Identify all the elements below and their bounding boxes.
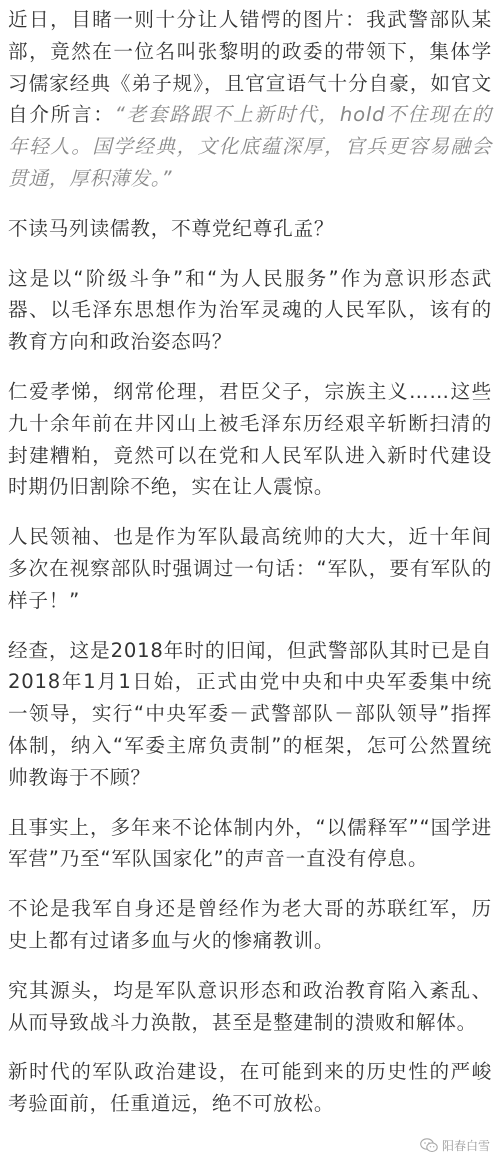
- paragraph-leader: 人民领袖、也是作为军队最高统帅的大大，近十年间多次在视察部队时强调过一句话：“军队，要有军队的样子！”: [8, 525, 492, 612]
- paragraph-feudal: 仁爱孝悌，纲常伦理，君臣父子，宗族主义……这些九十余年前在井冈山上被毛泽东历经艰辛斩断扫清的封建糟粕，竟然可以在党和人民军队进入新时代建设时期仍旧割除不绝，实在让人震惊。: [8, 379, 492, 499]
- paragraph-lessons: 不论是我军自身还是曾经作为老大哥的苏联红军，历史上都有过诸多血与火的惨痛教训。: [8, 897, 492, 952]
- paragraph-origin: 究其源头，均是军队意识形态和政治教育陷入紊乱、从而导致战斗力涣散，甚至是整建制的溃败和解体。: [8, 978, 492, 1034]
- intro-text: 近日，目睹一则十分让人错愕的图片：我武警部队某部，竟然在一位名叫张黎明的政委的带领下，集体学习儒家经典《弟子规》，且官宣语气十分自豪，如官文自介所言：: [8, 8, 492, 127]
- wechat-icon: [420, 1138, 438, 1153]
- article-body: [8, 0, 492, 1120]
- official-quote: “老套路跟不上新时代，hold不住现在的年轻人。国学经典，文化底蕴深厚，官兵更容易融会贯通，厚积薄发。”: [8, 103, 492, 190]
- watermark-text: 阳春白雪: [441, 1139, 490, 1153]
- paragraph-conclusion: 新时代的军队政治建设，在可能到来的历史性的严峻考验面前，任重道远，绝不可放松。: [8, 1060, 492, 1116]
- watermark: [420, 1137, 490, 1154]
- paragraph-question: 不读马列读儒教，不尊党纪尊孔孟？: [8, 216, 335, 240]
- paragraph-intro: [8, 4, 492, 195]
- paragraph-ideology: 这是以“阶级斗争”和“为人民服务”作为意识形态武器、以毛泽东思想作为治军灵魂的人民军队，该有的教育方向和政治姿态吗？: [8, 266, 492, 354]
- paragraph-voices: 且事实上，多年来不论体制内外，“以儒释军”“国学进军营”乃至“军队国家化”的声音一直没有停息。: [8, 815, 492, 871]
- paragraph-investigation: 经查，这是2018年时的旧闻，但武警部队其时已是自2018年1月1日始，正式由党中央和中央军委集中统一领导，实行“中央军委－武警部队－部队领导”指挥体制，纳入“军委主席负责制”的框架，怎可公然置统帅教诲于不顾？: [8, 638, 492, 789]
